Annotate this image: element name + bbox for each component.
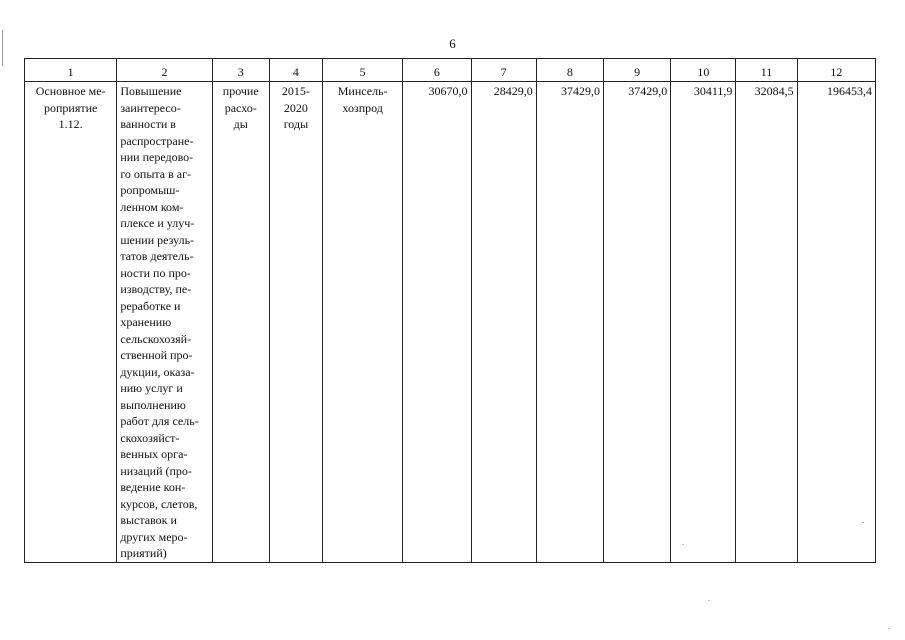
table-row (25, 82, 876, 563)
value-col-12: 196453,4 (797, 82, 875, 563)
value-col-9: 37429,0 (603, 82, 670, 563)
col-header-4: 4 (269, 59, 322, 82)
scan-speck (708, 600, 710, 601)
col-header-8: 8 (536, 59, 603, 82)
col-header-6: 6 (403, 59, 471, 82)
value-col-10: 30411,9 (671, 82, 736, 563)
expense-type: прочие расхо- ды (222, 84, 259, 131)
col-header-3: 3 (212, 59, 269, 82)
executor: Минсель- хозпрод (337, 84, 388, 115)
program-activity-table (24, 58, 876, 563)
activity-number: Основное ме- роприятие 1.12. (35, 84, 106, 131)
col-header-1: 1 (25, 59, 117, 82)
col-header-7: 7 (471, 59, 536, 82)
activity-number-cell (25, 82, 117, 563)
col-header-12: 12 (797, 59, 875, 82)
scan-speck (888, 628, 890, 629)
col-header-11: 11 (736, 59, 797, 82)
page-number: 6 (449, 36, 456, 51)
value-col-7: 28429,0 (471, 82, 536, 563)
col-header-2: 2 (117, 59, 212, 82)
scan-speck (862, 522, 864, 523)
expense-type-cell (212, 82, 269, 563)
value-col-6: 30670,0 (403, 82, 471, 563)
scan-speck (682, 544, 684, 545)
column-number-row (25, 59, 876, 82)
period: 2015- 2020 годы (281, 84, 310, 131)
activity-description-cell (117, 82, 212, 563)
value-col-11: 32084,5 (736, 82, 797, 563)
activity-description: Повышение заинтересо- ванности в распростране- нии передово- го опыта в аг- ропромыш- ленном ком- плексе и улуч- шении резуль- татов деятель- ности по про- изводству, пе- реработке и хранению сельскохозяй- ственной про- дукции, оказа- нию услуг и выполнению работ для сель- скохозяйст- венных орга- низаций (про- ведение кон- курсов, слетов, выставок и других меро- приятий) (120, 84, 199, 560)
col-header-5: 5 (323, 59, 403, 82)
executor-cell (323, 82, 403, 563)
col-header-10: 10 (671, 59, 736, 82)
value-col-8: 37429,0 (536, 82, 603, 563)
period-cell (269, 82, 322, 563)
col-header-9: 9 (603, 59, 670, 82)
